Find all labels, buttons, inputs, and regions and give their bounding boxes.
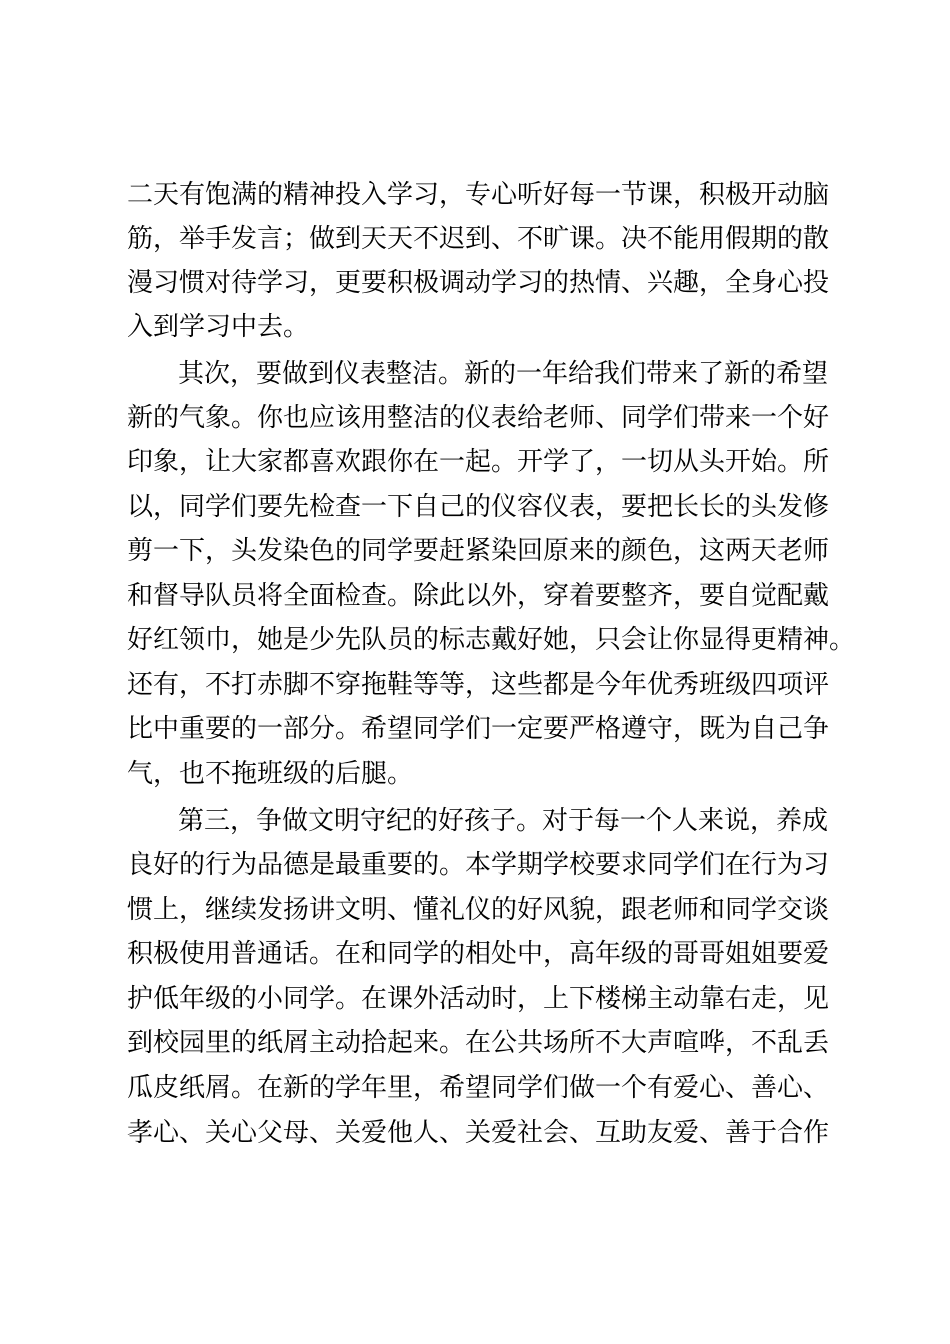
text-line: 孝心、关心父母、关爱他人、关爱社会、互助友爱、善于合作 [127, 1118, 830, 1148]
text-line: 气，也不拖班级的后腿。 [127, 759, 414, 789]
text-line: 护低年级的小同学。在课外活动时，上下楼梯主动靠右走，见 [127, 984, 830, 1014]
text-line: 积极使用普通话。在和同学的相处中，高年级的哥哥姐姐要爱 [127, 939, 830, 969]
text-line: 和督导队员将全面检查。除此以外，穿着要整齐，要自觉配戴 [127, 581, 830, 611]
text-line: 筋，举手发言；做到天天不迟到、不旷课。决不能用假期的散 [127, 224, 830, 254]
text-line: 以，同学们要先检查一下自己的仪容仪表，要把长长的头发修 [127, 492, 830, 522]
text-line: 入到学习中去。 [127, 312, 310, 342]
text-line: 漫习惯对待学习，更要积极调动学习的热情、兴趣，全身心投 [127, 268, 830, 298]
paragraph-start-line: 第三，争做文明守纪的好孩子。对于每一个人来说，养成 [178, 806, 829, 836]
text-line: 好红领巾，她是少先队员的标志戴好她，只会让你显得更精神。 [127, 625, 856, 655]
text-line: 瓜皮纸屑。在新的学年里，希望同学们做一个有爱心、善心、 [127, 1073, 830, 1103]
paragraph-start-line: 其次，要做到仪表整洁。新的一年给我们带来了新的希望 [178, 359, 829, 389]
text-line: 惯上，继续发扬讲文明、懂礼仪的好风貌，跟老师和同学交谈 [127, 895, 830, 925]
text-line: 还有，不打赤脚不穿拖鞋等等，这些都是今年优秀班级四项评 [127, 670, 830, 700]
text-line: 二天有饱满的精神投入学习，专心听好每一节课，积极开动脑 [127, 180, 830, 210]
text-line: 印象，让大家都喜欢跟你在一起。开学了，一切从头开始。所 [127, 447, 830, 477]
text-line: 比中重要的一部分。希望同学们一定要严格遵守，既为自己争 [127, 714, 830, 744]
text-line: 剪一下，头发染色的同学要赶紧染回原来的颜色，这两天老师 [127, 536, 830, 566]
text-line: 新的气象。你也应该用整洁的仪表给老师、同学们带来一个好 [127, 403, 830, 433]
text-line: 到校园里的纸屑主动拾起来。在公共场所不大声喧哗，不乱丢 [127, 1028, 830, 1058]
text-line: 良好的行为品德是最重要的。本学期学校要求同学们在行为习 [127, 850, 830, 880]
